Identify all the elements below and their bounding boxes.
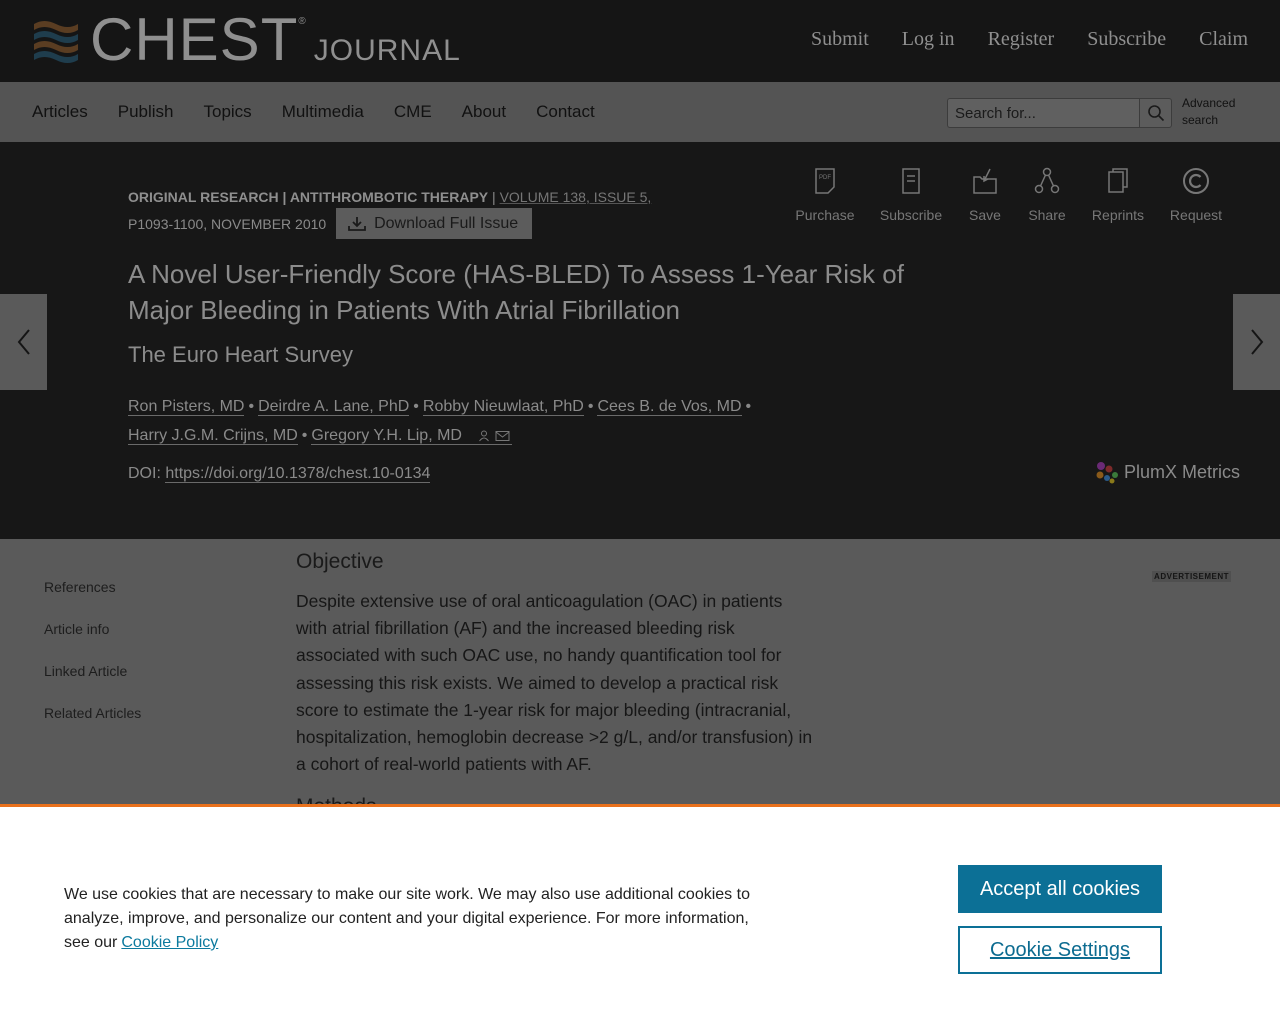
share-label: Share [1028,207,1066,223]
chest-journal-logo[interactable] [32,6,461,73]
logo-journal-word: JOURNAL [313,34,461,67]
chevron-right-icon [1250,328,1264,356]
nav-articles[interactable]: Articles [32,102,88,121]
article-meta: ORIGINAL RESEARCH | ANTITHROMBOTIC THERAPY | VOLUME 138, ISSUE 5, P1093-1100, NOVEMBER 2010 Download Full Issue [128,184,688,241]
nav-publish[interactable]: Publish [117,102,174,121]
article-category[interactable]: ORIGINAL RESEARCH | ANTITHROMBOTIC THERAPY [128,189,489,205]
author-link[interactable]: Robby Nieuwlaat, PhD [422,398,584,415]
register-link[interactable]: Register [987,28,1055,50]
purchase-label: Purchase [795,207,855,223]
author-name: Gregory Y.H. Lip, MD [311,427,462,444]
request-label: Request [1169,207,1223,223]
logo-wordmark: CHEST [90,6,299,73]
reprints-icon [1106,167,1130,195]
request-action[interactable] [1169,167,1223,223]
subscribe-action[interactable] [879,167,943,223]
volume-issue-link[interactable]: VOLUME 138, ISSUE 5, [499,189,652,205]
plumx-metrics[interactable] [1094,460,1240,484]
previous-article-button[interactable] [0,294,47,390]
reprints-action[interactable] [1091,167,1145,223]
submit-link[interactable]: Submit [810,28,869,50]
author-link[interactable]: Harry J.G.M. Crijns, MD [128,427,298,444]
download-icon [348,216,366,232]
claim-link[interactable]: Claim [1199,28,1248,50]
purchase-action[interactable] [795,167,855,223]
nav-about[interactable]: About [461,102,507,121]
cookie-message [64,883,764,955]
advanced-search-link[interactable]: Advanced search [1182,96,1236,127]
subscribe-label: Subscribe [879,207,943,223]
article-actions [795,167,1223,223]
nav-topics[interactable]: Topics [203,102,252,121]
cookie-settings-button[interactable]: Cookie Settings [958,926,1162,974]
pdf-icon [814,167,836,195]
subscribe-link[interactable]: Subscribe [1087,28,1167,50]
objective-heading: Objective [296,550,384,573]
search-icon [1147,104,1165,122]
article-body [0,539,1280,804]
copyright-icon [1182,167,1210,195]
objective-text: Despite extensive use of oral anticoagulation (OAC) in patients with atrial fibrillation (AF) and the increased bleeding risk associated with such OAC use, no handy quantification tool for assessing this risk exists. We aimed to develop a practical risk score to estimate the 1-year risk for major bleeding (intracranial, hospitalization, hemoglobin decrease >2 g/L, and/or transfusion) in a cohort of real-world patients with AF. [296,591,813,775]
cookie-banner [0,804,1280,1024]
toc-linked-article[interactable]: Linked Article [44,663,128,679]
save-action[interactable] [967,167,1003,223]
main-nav [0,82,1280,142]
nav-contact[interactable]: Contact [536,102,595,121]
doi-link[interactable]: https://doi.org/10.1378/chest.10-0134 [165,465,431,482]
save-label: Save [969,207,1001,223]
plumx-icon [1094,460,1120,484]
reprints-label: Reprints [1091,207,1145,223]
plumx-label: PlumX Metrics [1124,461,1241,482]
doi-line [128,465,430,483]
chevron-left-icon [17,328,31,356]
nav-links [32,102,595,122]
advertisement-label: ADVERTISEMENT [1154,572,1229,581]
search-input[interactable] [947,98,1139,128]
login-link[interactable]: Log in [901,28,955,50]
share-action[interactable] [1027,167,1067,223]
nav-cme[interactable]: CME [393,102,432,121]
top-bar [0,0,1280,82]
account-links [811,28,1248,50]
download-full-issue-label: Download Full Issue [374,214,519,232]
next-article-button[interactable] [1233,294,1280,390]
download-full-issue-button[interactable] [336,208,532,239]
corresponding-author[interactable] [311,427,512,445]
doi-label: DOI: [128,465,161,482]
journal-icon [900,167,922,195]
author-list: Ron Pisters, MD • Deirdre A. Lane, PhD • Robby Nieuwlaat, PhD • Cees B. de Vos, MD • Harry J.G.M. Crijns, MD • Gregory Y.H. Lip, MD [128,398,752,444]
nav-multimedia[interactable]: Multimedia [281,102,364,121]
author-link[interactable]: Deirdre A. Lane, PhD [258,398,410,415]
chest-logo-icon [32,16,80,64]
author-link[interactable]: Cees B. de Vos, MD [597,398,742,415]
author-link[interactable]: Ron Pisters, MD [128,398,245,415]
logo-registered-mark: ® [298,16,306,27]
article-title: A Novel User-Friendly Score (HAS-BLED) To Assess 1-Year Risk of Major Bleeding in Patients With Atrial Fibrillation [128,259,904,325]
article-outline [44,579,141,747]
email-icon [494,430,512,442]
svg-text:PDF: PDF [819,175,831,181]
person-icon [466,430,494,442]
cookie-policy-link[interactable]: Cookie Policy [121,934,219,951]
article-subtitle: The Euro Heart Survey [128,342,353,367]
search-box [947,98,1172,128]
cookie-message-text: We use cookies that are necessary to make our site work. We may also use additional cookies to analyze, improve, and personalize our content and your digital experience. For more information, see our [64,886,750,951]
folder-save-icon [972,167,998,195]
search-button[interactable] [1139,98,1172,128]
toc-article-info[interactable]: Article info [44,621,110,637]
toc-related-articles[interactable]: Related Articles [44,705,142,721]
toc-references[interactable]: References [44,579,116,595]
article-header [0,142,1280,539]
share-icon [1034,167,1060,195]
pages-date: P1093-1100, NOVEMBER 2010 [128,216,327,233]
accept-all-cookies-button[interactable]: Accept all cookies [958,865,1162,913]
